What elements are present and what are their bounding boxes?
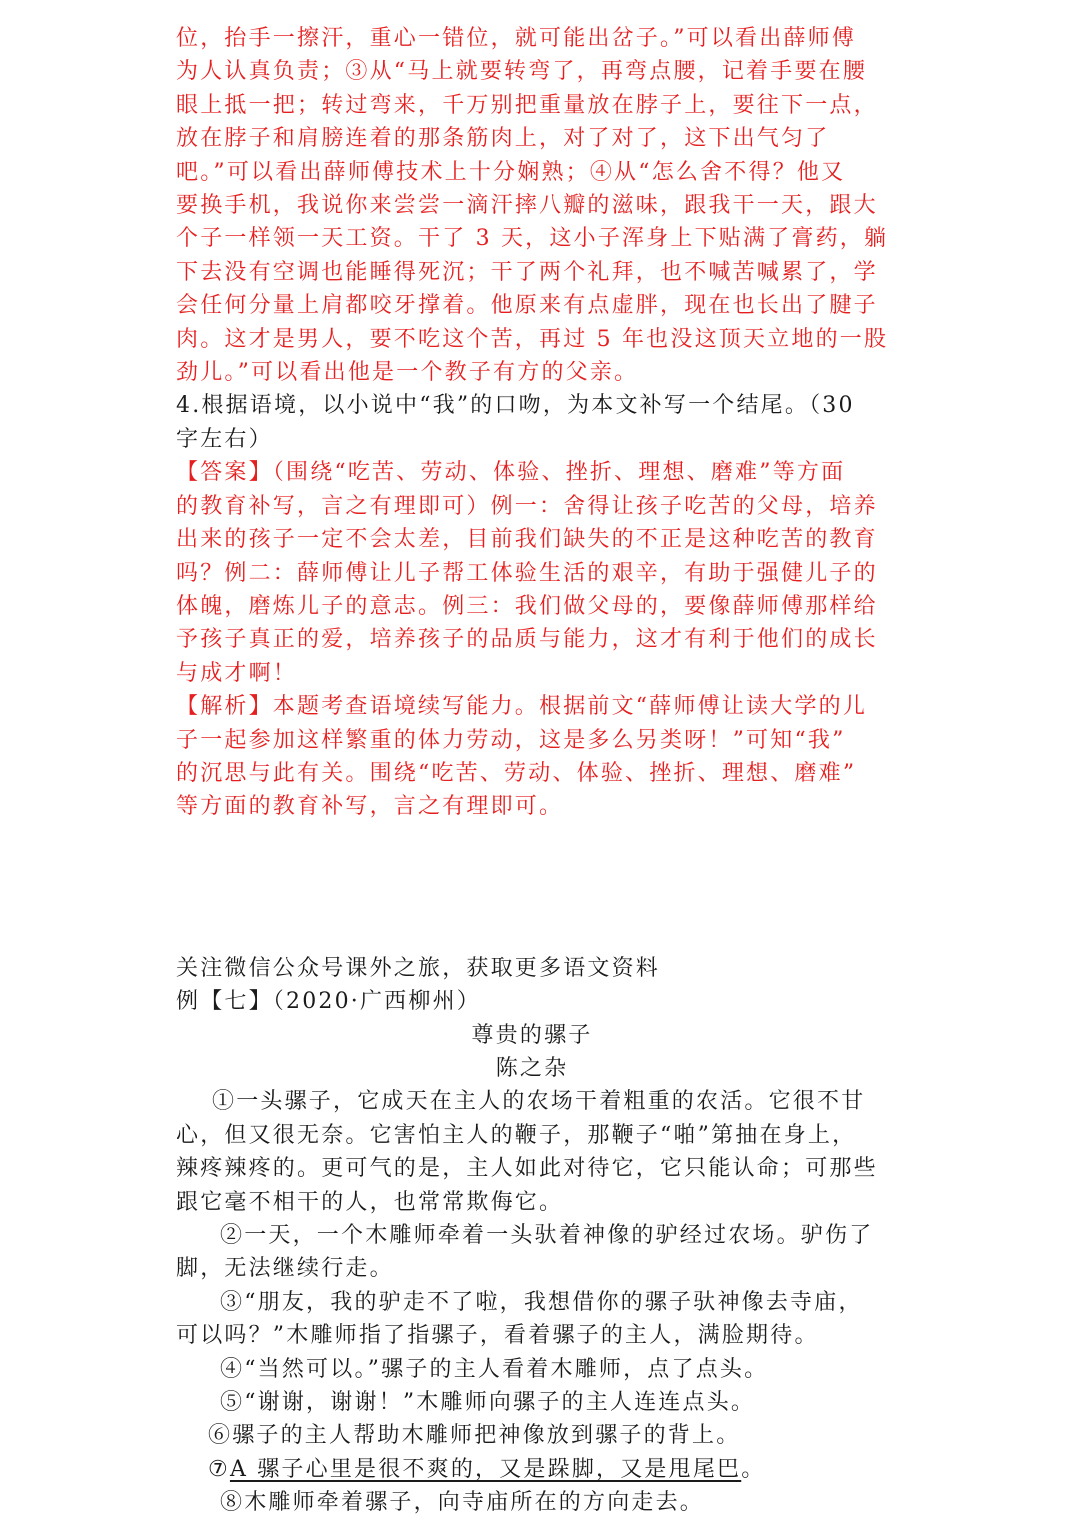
text-line: 为人认真负责；③从“马上就要转弯了，再弯点腰，记着手要在腰	[176, 59, 868, 85]
paragraph-line: 心，但又很无奈。它害怕主人的鞭子，那鞭子“啪”第抽在身上，	[176, 1122, 857, 1148]
answer-line: 与成才啊！	[176, 660, 298, 686]
answer-line: 出来的孩子一定不会太差，目前我们缺失的不正是这种吃苦的教育	[176, 527, 878, 553]
story-paragraph-4: ④“当然可以。”骡子的主人看着木雕师，点了点头。	[220, 1356, 769, 1382]
answer-line: 体魄，磨炼儿子的意志。例三：我们做父母的，要像薛师傅那样给	[176, 593, 878, 619]
question-4	[176, 389, 888, 456]
text-line: 眼上抵一把；转过弯来，千万别把重量放在脖子上，要往下一点，	[176, 92, 878, 118]
underlined-sentence-a: A 骡子心里是很不爽的，又是跺脚，又是甩尾巴	[229, 1456, 742, 1482]
story-paragraph-3	[176, 1286, 888, 1353]
answer-section-q3	[176, 22, 888, 389]
story-author: 陈之杂	[495, 1055, 569, 1081]
story-paragraph-6: ⑥骡子的主人帮助木雕师把神像放到骡子的背上。	[208, 1423, 741, 1449]
story-title: 尊贵的骡子	[471, 1022, 593, 1048]
answer-line: 予孩子真正的爱，培养孩子的品质与能力，这才有利于他们的成长	[176, 627, 878, 653]
answer-line: 的教育补写，言之有理即可）例一：舍得让孩子吃苦的父母，培养	[176, 493, 878, 519]
paragraph-line: ③“朋友，我的驴走不了啦，我想借你的骡子驮神像去寺庙，	[220, 1289, 863, 1315]
sentence-end: 。	[741, 1456, 766, 1482]
story-paragraph-2	[176, 1219, 888, 1286]
text-line: 下去没有空调也能睡得死沉；干了两个礼拜，也不喊苦喊累了，学	[176, 259, 878, 285]
story-paragraph-1	[176, 1085, 888, 1219]
text-line: 肉。这才是男人，要不吃这个苦，再过 5 年也没这顶天立地的一股	[176, 326, 889, 352]
text-line: 吧。”可以看出薛师傅技术上十分娴熟；④从“怎么舍不得？他又	[176, 159, 846, 185]
analysis-line: 等方面的教育补写，言之有理即可。	[176, 794, 564, 820]
document-page	[176, 22, 888, 1520]
analysis-line: 【解析】本题考查语境续写能力。根据前文“薛师傅让读大学的儿	[176, 694, 868, 720]
answer-line: 【答案】（围绕“吃苦、劳动、体验、挫折、理想、磨难”等方面	[176, 460, 846, 486]
paragraph-line: 可以吗？”木雕师指了指骡子，看着骡子的主人，满脸期待。	[176, 1323, 819, 1349]
story-paragraph-5: ⑤“谢谢，谢谢！”木雕师向骡子的主人连连点头。	[220, 1390, 756, 1416]
text-line: 位，抬手一擦汗，重心一错位，就可能出岔子。”可以看出薛师傅	[176, 26, 857, 51]
paragraph-line: 跟它毫不相干的人，也常常欺侮它。	[176, 1189, 564, 1215]
story-paragraph-7	[176, 1453, 888, 1486]
answer-4	[176, 456, 888, 690]
analysis-line: 的沉思与此有关。围绕“吃苦、劳动、体验、挫折、理想、磨难”	[176, 760, 857, 786]
text-line: 要换手机，我说你来尝尝一滴汗摔八瓣的滋味，跟我干一天，跟大	[176, 193, 878, 219]
story-paragraph-8: ⑧木雕师牵着骡子，向寺庙所在的方向走去。	[220, 1490, 705, 1516]
paragraph-line: 辣疼辣疼的。更可气的是，主人如此对待它，它只能认命；可那些	[176, 1156, 878, 1182]
text-line: 个子一样领一天工资。干了 3 天，这小子浑身上下贴满了膏药，躺	[176, 226, 889, 252]
example-label: 例【七】（2020·广西柳州）	[176, 989, 481, 1015]
analysis-4	[176, 690, 888, 824]
paragraph-line: ②一天，一个木雕师牵着一头驮着神像的驴经过农场。驴伤了	[220, 1223, 874, 1248]
text-line: 劲儿。”可以看出他是一个教子有方的父亲。	[176, 360, 639, 386]
paragraph-number: ⑦	[208, 1456, 230, 1482]
answer-line: 吗？例二：薛师傅让儿子帮工体验生活的艰辛，有助于强健儿子的	[176, 560, 878, 586]
paragraph-line: 脚，无法继续行走。	[176, 1256, 394, 1282]
question-line: 字左右）	[176, 426, 273, 452]
promo-text: 关注微信公众号课外之旅，获取更多语文资料	[176, 955, 661, 981]
text-line: 放在脖子和肩膀连着的那条筋肉上，对了对了，这下出气匀了	[176, 126, 830, 152]
text-line: 会任何分量上肩都咬牙撑着。他原来有点虚胖，现在也长出了腱子	[176, 293, 878, 319]
question-line: 4.根据语境，以小说中“我”的口吻，为本文补写一个结尾。（30	[176, 393, 855, 419]
blank-space	[176, 824, 888, 952]
analysis-line: 子一起参加这样繁重的体力劳动，这是多么另类呀！”可知“我”	[176, 727, 846, 753]
paragraph-line: ①一头骡子，它成天在主人的农场干着粗重的农活。它很不甘	[212, 1089, 866, 1115]
